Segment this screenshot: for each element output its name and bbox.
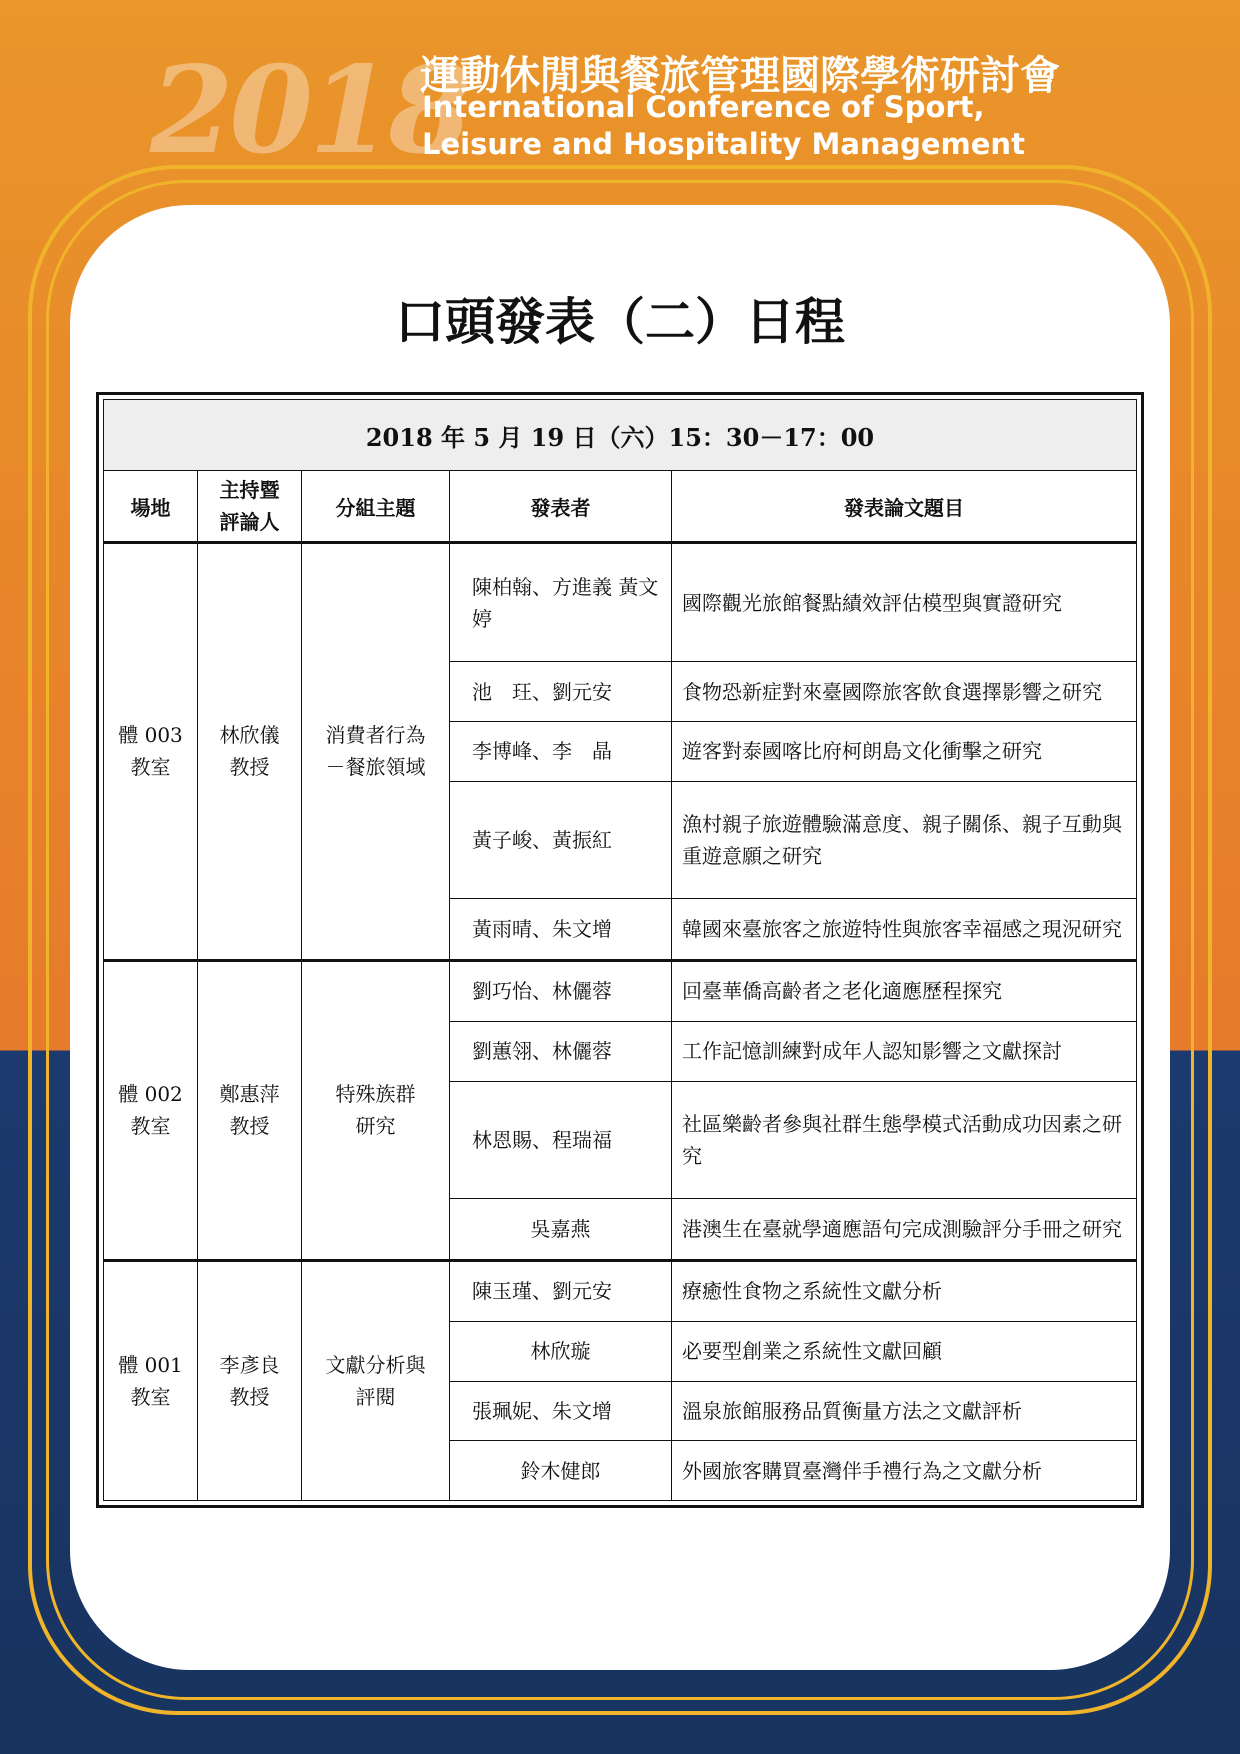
host-cell <box>198 960 302 1260</box>
presenter-cell: 陳柏翰、方進義 黃文婷 <box>450 543 672 662</box>
host-cell <box>198 543 302 961</box>
presenter-cell: 林欣璇 <box>450 1322 672 1382</box>
table-row <box>104 960 1137 1021</box>
header-row <box>104 471 1137 543</box>
venue-cell-line1: 體 002 <box>118 1082 183 1107</box>
venue-cell-line2: 教室 <box>130 1384 171 1409</box>
presenter-cell: 陳玉瑾、劉元安 <box>450 1260 672 1321</box>
paper-title-cell: 漁村親子旅遊體驗滿意度、親子關係、親子互動與重遊意願之研究 <box>672 781 1137 898</box>
date-row <box>104 400 1137 471</box>
schedule-table-wrapper <box>96 392 1144 1508</box>
paper-title-cell: 韓國來臺旅客之旅遊特性與旅客幸福感之現況研究 <box>672 899 1137 960</box>
paper-title-cell: 港澳生在臺就學適應語句完成測驗評分手冊之研究 <box>672 1199 1137 1260</box>
host-cell-line1: 李彥良 <box>219 1352 280 1377</box>
date-time: 2018 年 5 月 19 日（六）15：30－17：00 <box>104 400 1137 471</box>
host-cell-line2: 教授 <box>229 1114 270 1139</box>
presenter-cell: 劉巧怡、林儷蓉 <box>450 960 672 1021</box>
table-row <box>104 1260 1137 1321</box>
topic-cell <box>302 960 450 1260</box>
paper-title-cell: 溫泉旅館服務品質衡量方法之文獻評析 <box>672 1381 1137 1441</box>
conference-title-en-line1: International Conference of Sport, <box>422 90 985 124</box>
col-venue-header: 場地 <box>104 471 198 543</box>
paper-title-cell: 療癒性食物之系統性文獻分析 <box>672 1260 1137 1321</box>
col-host-line2: 評論人 <box>219 510 280 534</box>
topic-cell <box>302 543 450 961</box>
presenter-cell: 池 玨、劉元安 <box>450 662 672 722</box>
table-row <box>104 543 1137 662</box>
venue-cell-line2: 教室 <box>130 1114 171 1139</box>
paper-title-cell: 回臺華僑高齡者之老化適應歷程探究 <box>672 960 1137 1021</box>
topic-cell-line1: 消費者行為 <box>325 723 426 748</box>
topic-cell-line2: 評閱 <box>355 1384 396 1409</box>
col-topic-header: 分組主題 <box>302 471 450 543</box>
paper-title-cell: 食物恐新症對來臺國際旅客飲食選擇影響之研究 <box>672 662 1137 722</box>
topic-cell-line2: 研究 <box>355 1114 396 1139</box>
col-host-header <box>198 471 302 543</box>
logo-year: 2018 <box>150 40 468 181</box>
presenter-cell: 吳嘉燕 <box>450 1199 672 1260</box>
col-host-line1: 主持暨 <box>219 478 280 502</box>
host-cell-line2: 教授 <box>229 1384 270 1409</box>
col-paper-header: 發表論文題目 <box>672 471 1137 543</box>
presenter-cell: 李博峰、李 晶 <box>450 721 672 781</box>
page-title: 口頭發表（二）日程 <box>395 293 845 351</box>
col-presenter-header: 發表者 <box>450 471 672 543</box>
venue-cell-line1: 體 003 <box>118 723 183 748</box>
topic-cell-line2: －餐旅領域 <box>325 755 426 780</box>
presenter-cell: 張珮妮、朱文增 <box>450 1381 672 1441</box>
host-cell-line1: 林欣儀 <box>219 723 280 748</box>
venue-cell <box>104 960 198 1260</box>
topic-cell-line1: 特殊族群 <box>335 1082 416 1107</box>
presenter-cell: 黃子峻、黃振紅 <box>450 781 672 898</box>
paper-title-cell: 必要型創業之系統性文獻回顧 <box>672 1322 1137 1382</box>
host-cell <box>198 1260 302 1500</box>
venue-cell-line2: 教室 <box>130 755 171 780</box>
topic-cell <box>302 1260 450 1500</box>
topic-cell-line1: 文獻分析與 <box>325 1352 426 1377</box>
venue-cell-line1: 體 001 <box>118 1352 183 1377</box>
host-cell-line1: 鄭惠萍 <box>219 1082 280 1107</box>
presenter-cell: 林恩賜、程瑞福 <box>450 1081 672 1198</box>
paper-title-cell: 社區樂齡者參與社群生態學模式活動成功因素之研究 <box>672 1081 1137 1198</box>
venue-cell <box>104 1260 198 1500</box>
conference-title-en-line2: Leisure and Hospitality Management <box>422 127 1025 161</box>
venue-cell <box>104 543 198 961</box>
presenter-cell: 劉蕙翎、林儷蓉 <box>450 1021 672 1081</box>
presenter-cell: 鈴木健郎 <box>450 1441 672 1501</box>
paper-title-cell: 遊客對泰國喀比府柯朗島文化衝擊之研究 <box>672 721 1137 781</box>
host-cell-line2: 教授 <box>229 755 270 780</box>
paper-title-cell: 外國旅客購買臺灣伴手禮行為之文獻分析 <box>672 1441 1137 1501</box>
paper-title-cell: 工作記憶訓練對成年人認知影響之文獻探討 <box>672 1021 1137 1081</box>
presenter-cell: 黃雨晴、朱文增 <box>450 899 672 960</box>
conference-title-zh: 運動休閒與餐旅管理國際學術研討會 <box>420 53 1060 99</box>
schedule-table <box>103 399 1137 1501</box>
paper-title-cell: 國際觀光旅館餐點績效評估模型與實證研究 <box>672 543 1137 662</box>
